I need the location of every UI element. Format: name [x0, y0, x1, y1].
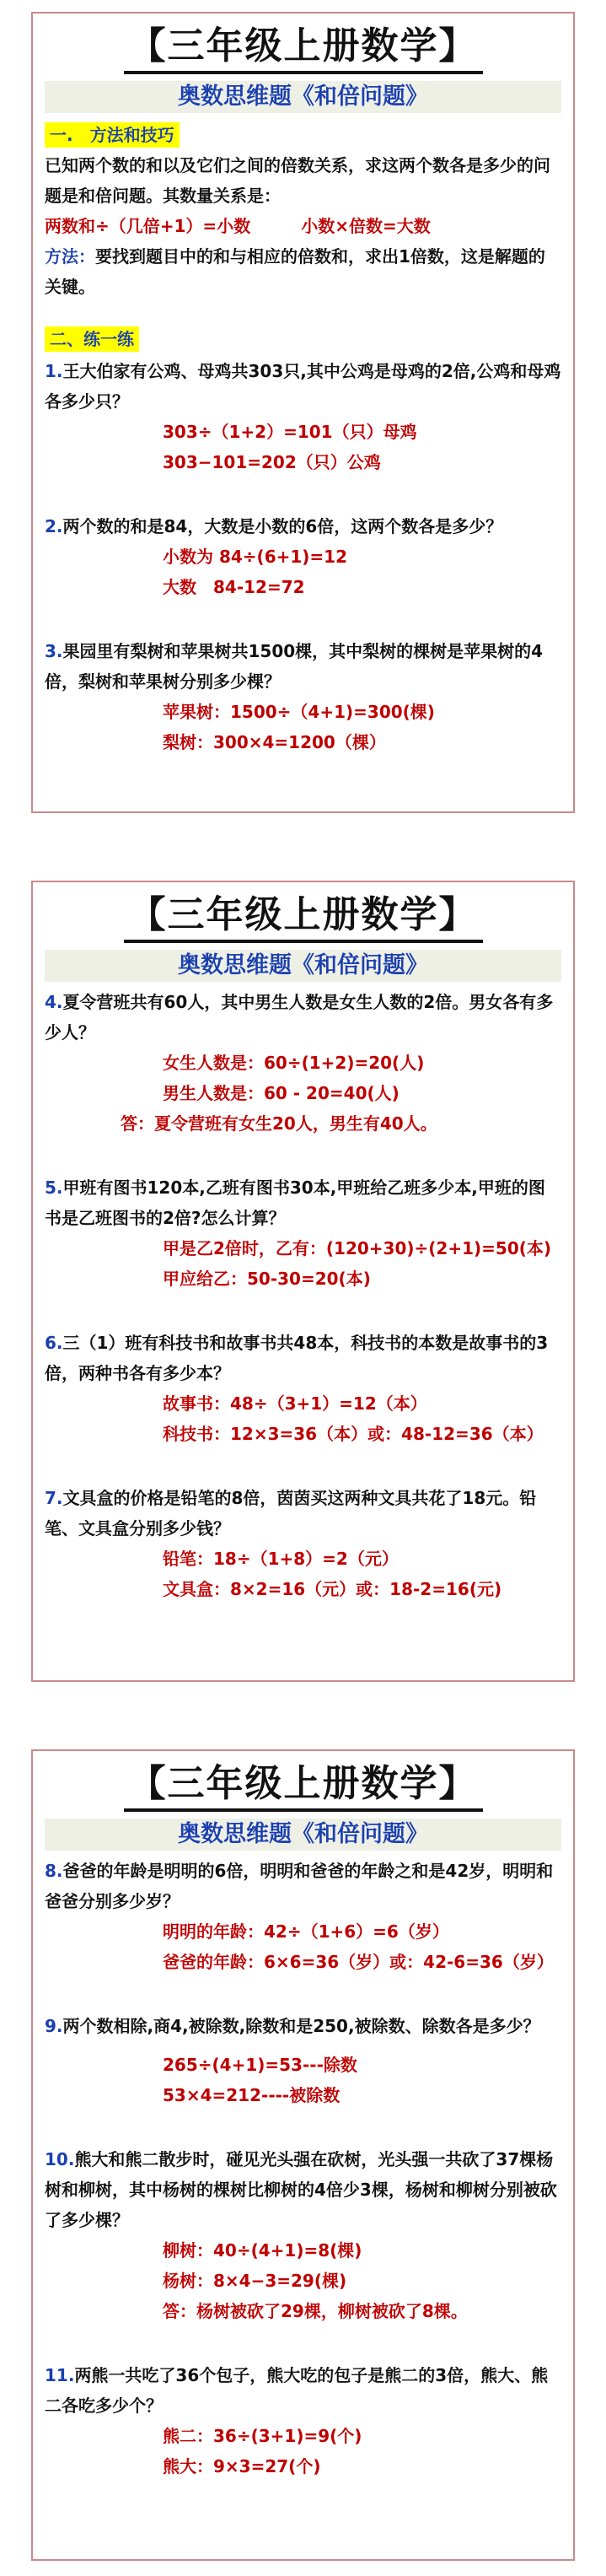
question-number: 11.: [45, 2365, 75, 2385]
page-title: 【三年级上册数学】: [124, 24, 483, 74]
page-subtitle: 奥数思维题《和倍问题》: [45, 81, 561, 113]
question-text: 熊大和熊二散步时，碰见光头强在砍树，光头强一共砍了37棵杨树和柳树，其中杨树的棵树比柳树的4倍少3棵，杨树和柳树分别被砍了多少棵？: [45, 2149, 557, 2230]
question-7: [45, 1483, 561, 1544]
answer-line: 科技书：12×3=36（本）或：48-12=36（本）: [163, 1424, 544, 1444]
question-2: [45, 511, 561, 542]
answer-line: 303÷（1+2）=101（只）母鸡: [163, 422, 417, 442]
question-number: 9.: [45, 2016, 63, 2036]
method-text: 要找到题目中的和与相应的倍数和，求出1倍数，这是解题的关键。: [45, 246, 545, 297]
method-line: [45, 241, 561, 302]
question-11: [45, 2360, 561, 2421]
answer-line: 小数为 84÷(6+1)=12: [163, 547, 348, 567]
answer-line: 明明的年龄：42÷（1+6）=6（岁）: [163, 1921, 449, 1942]
question-1: [45, 356, 561, 417]
method-intro: 已知两个数的和以及它们之间的倍数关系，求这两个数各是多少的问题是和倍问题。其数量关系是：: [45, 155, 550, 206]
question-5: [45, 1172, 561, 1233]
answer-line: 熊大：9×3=27(个): [163, 2456, 321, 2476]
answer-line: 杨树：8×4−3=29(棵): [163, 2271, 347, 2291]
question-8: [45, 1856, 561, 1916]
worksheet-page-2: [31, 881, 575, 1682]
question-text: 果园里有梨树和苹果树共1500棵，其中梨树的棵树是苹果树的4倍，梨树和苹果树分别多少棵？: [45, 641, 544, 692]
question-number: 2.: [45, 516, 63, 536]
answer-line: 柳树：40÷(4+1)=8(棵): [163, 2240, 362, 2261]
answer-line: 男生人数是：60 - 20=40(人): [163, 1083, 400, 1103]
answer-line: 53×4=212----被除数: [163, 2085, 341, 2105]
answer-line: 女生人数是：60÷(1+2)=20(人): [163, 1053, 425, 1073]
question-text: 两个数相除,商4,被除数,除数和是250,被除数、除数各是多少？: [62, 2016, 540, 2036]
answer-line: 熊二：36÷(3+1)=9(个): [163, 2426, 362, 2446]
answer-line: 故事书：48÷（3+1）=12（本）: [163, 1393, 427, 1414]
question-text: 两熊一共吃了36个包子，熊大吃的包子是熊二的3倍，熊大、熊二各吃多少个？: [45, 2365, 549, 2416]
worksheet-page-3: [31, 1749, 575, 2561]
question-text: 两个数的和是84，大数是小数的6倍，这两个数各是多少？: [62, 516, 503, 536]
question-text: 三（1）班有科技书和故事书共48本，科技书的本数是故事书的3倍，两种书各有多少本？: [45, 1333, 549, 1383]
question-number: 8.: [45, 1861, 63, 1881]
question-6: [45, 1328, 561, 1388]
answer-line: 答：夏令营班有女生20人，男生有40人。: [121, 1113, 437, 1134]
formula-small: 两数和÷（几倍+1）=小数: [45, 216, 251, 236]
answer-line: 答：杨树被砍了29棵，柳树被砍了8棵。: [163, 2301, 468, 2321]
worksheet-page-1: [31, 12, 575, 813]
page-subtitle: 奥数思维题《和倍问题》: [45, 1819, 561, 1851]
question-number: 10.: [45, 2149, 75, 2169]
answer-line: 铅笔：18÷（1+8）=2（元）: [163, 1549, 399, 1569]
page-title: 【三年级上册数学】: [124, 892, 483, 943]
question-text: 夏令营班共有60人，其中男生人数是女生人数的2倍。男女各有多少人？: [45, 992, 554, 1043]
answer-line: 文具盒：8×2=16（元）或：18-2=16(元): [163, 1579, 502, 1599]
method-label: 方法：: [45, 246, 95, 267]
question-4: [45, 987, 561, 1048]
question-number: 6.: [45, 1333, 63, 1353]
page-title: 【三年级上册数学】: [124, 1761, 483, 1812]
answer-line: 大数 84-12=72: [163, 577, 305, 597]
section-heading-method: 一. 方法和技巧: [45, 122, 180, 148]
page-subtitle: 奥数思维题《和倍问题》: [45, 950, 561, 982]
question-text: 甲班有图书120本,乙班有图书30本,甲班给乙班多少本,甲班的图书是乙班图书的2倍?怎么计算？: [45, 1178, 545, 1228]
question-number: 5.: [45, 1178, 63, 1198]
question-9: [45, 2011, 561, 2041]
question-text: 爸爸的年龄是明明的6倍，明明和爸爸的年龄之和是42岁，明明和爸爸分别多少岁？: [45, 1861, 554, 1911]
answer-line: 爸爸的年龄：6×6=36（岁）或：42-6=36（岁）: [163, 1952, 554, 1972]
question-text: 文具盒的价格是铅笔的8倍，茵茵买这两种文具共花了18元。铅笔、文具盒分别多少钱？: [45, 1488, 537, 1539]
question-text: 王大伯家有公鸡、母鸡共303只,其中公鸡是母鸡的2倍,公鸡和母鸡各多少只？: [45, 361, 561, 412]
answer-line: 苹果树：1500÷（4+1)=300(棵): [163, 702, 435, 722]
formula-line: [45, 211, 561, 241]
answer-line: 梨树：300×4=1200（棵）: [163, 732, 386, 752]
question-number: 7.: [45, 1488, 63, 1508]
question-10: [45, 2144, 561, 2235]
question-number: 4.: [45, 992, 63, 1012]
answer-line: 303−101=202（只）公鸡: [163, 452, 381, 472]
question-3: [45, 636, 561, 697]
answer-line: 甲应给乙：50-30=20(本): [163, 1269, 371, 1289]
formula-large: 小数×倍数=大数: [301, 216, 431, 236]
answer-line: 甲是乙2倍时，乙有：(120+30)÷(2+1)=50(本): [163, 1238, 552, 1258]
section-heading-practice: 二、练一练: [45, 326, 139, 352]
question-number: 1.: [45, 361, 63, 381]
question-number: 3.: [45, 641, 63, 661]
answer-line: 265÷(4+1)=53---除数: [163, 2055, 357, 2075]
